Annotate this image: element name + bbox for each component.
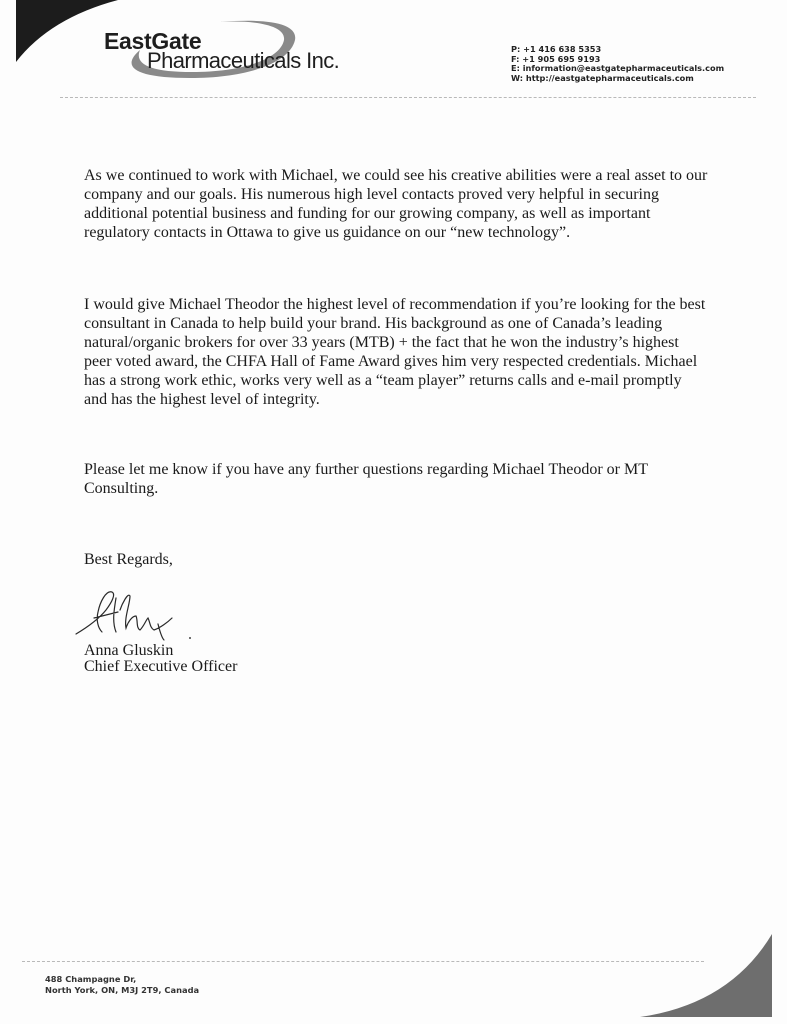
paragraph-line: has a strong work ethic, works very well as a “team player” returns calls and e-mail promptly [84,372,682,389]
paragraph-line: and has the highest level of integrity. [84,391,320,408]
closing-salutation: Best Regards, [84,551,173,568]
contact-phone: P: +1 416 638 5353 [511,44,602,54]
contact-info [511,45,724,83]
paragraph-line: peer voted award, the CHFA Hall of Fame Award gives him very respected credentials. Michael [84,353,698,370]
paragraph-line: natural/organic brokers for over 33 years (MTB) + the fact that he won the industry’s highest [84,334,679,351]
paragraph-line: additional potential business and funding for our growing company, as well as important [84,205,651,222]
address-line-2: North York, ON, M3J 2T9, Canada [45,985,200,995]
paragraph-line: consultant in Canada to help build your brand. His background as one of Canada’s leading [84,315,663,332]
paragraph-1 [84,166,707,242]
paragraph-line: Consulting. [84,480,159,497]
paragraph-2 [84,295,705,409]
footer-address [45,974,199,996]
paragraph-line: I would give Michael Theodor the highest level of recommendation if you’re looking for the best [84,296,706,313]
address-line-1: 488 Champagne Dr, [45,974,137,984]
company-logo [100,12,380,92]
paragraph-line: As we continued to work with Michael, we could see his creative abilities were a real asset to our [84,167,708,184]
contact-fax: F: +1 905 695 9193 [511,53,601,64]
signature-icon [72,588,192,648]
footer-divider [22,961,704,962]
paragraph-line: Please let me know if you have any further questions regarding Michael Theodor or MT [84,461,648,478]
company-name-line2: Pharmaceuticals Inc. [147,48,340,73]
corner-decoration-bottom-right [620,920,787,1024]
paragraph-line: regulatory contacts in Ottawa to give us guidance on our “new technology”. [84,224,571,241]
signer-name: Anna Gluskin [84,642,174,659]
contact-email: E: information@eastgatepharmaceuticals.com [511,63,725,73]
paragraph-3 [84,460,648,498]
company-name-line1: EastGate [104,28,202,54]
signer-title: Chief Executive Officer [84,658,238,675]
signature-dot [189,637,191,639]
paragraph-line: company and our goals. His numerous high level contacts proved very helpful in securing [84,186,659,203]
header-divider [60,97,756,98]
contact-website: W: http://eastgatepharmaceuticals.com [511,72,694,83]
